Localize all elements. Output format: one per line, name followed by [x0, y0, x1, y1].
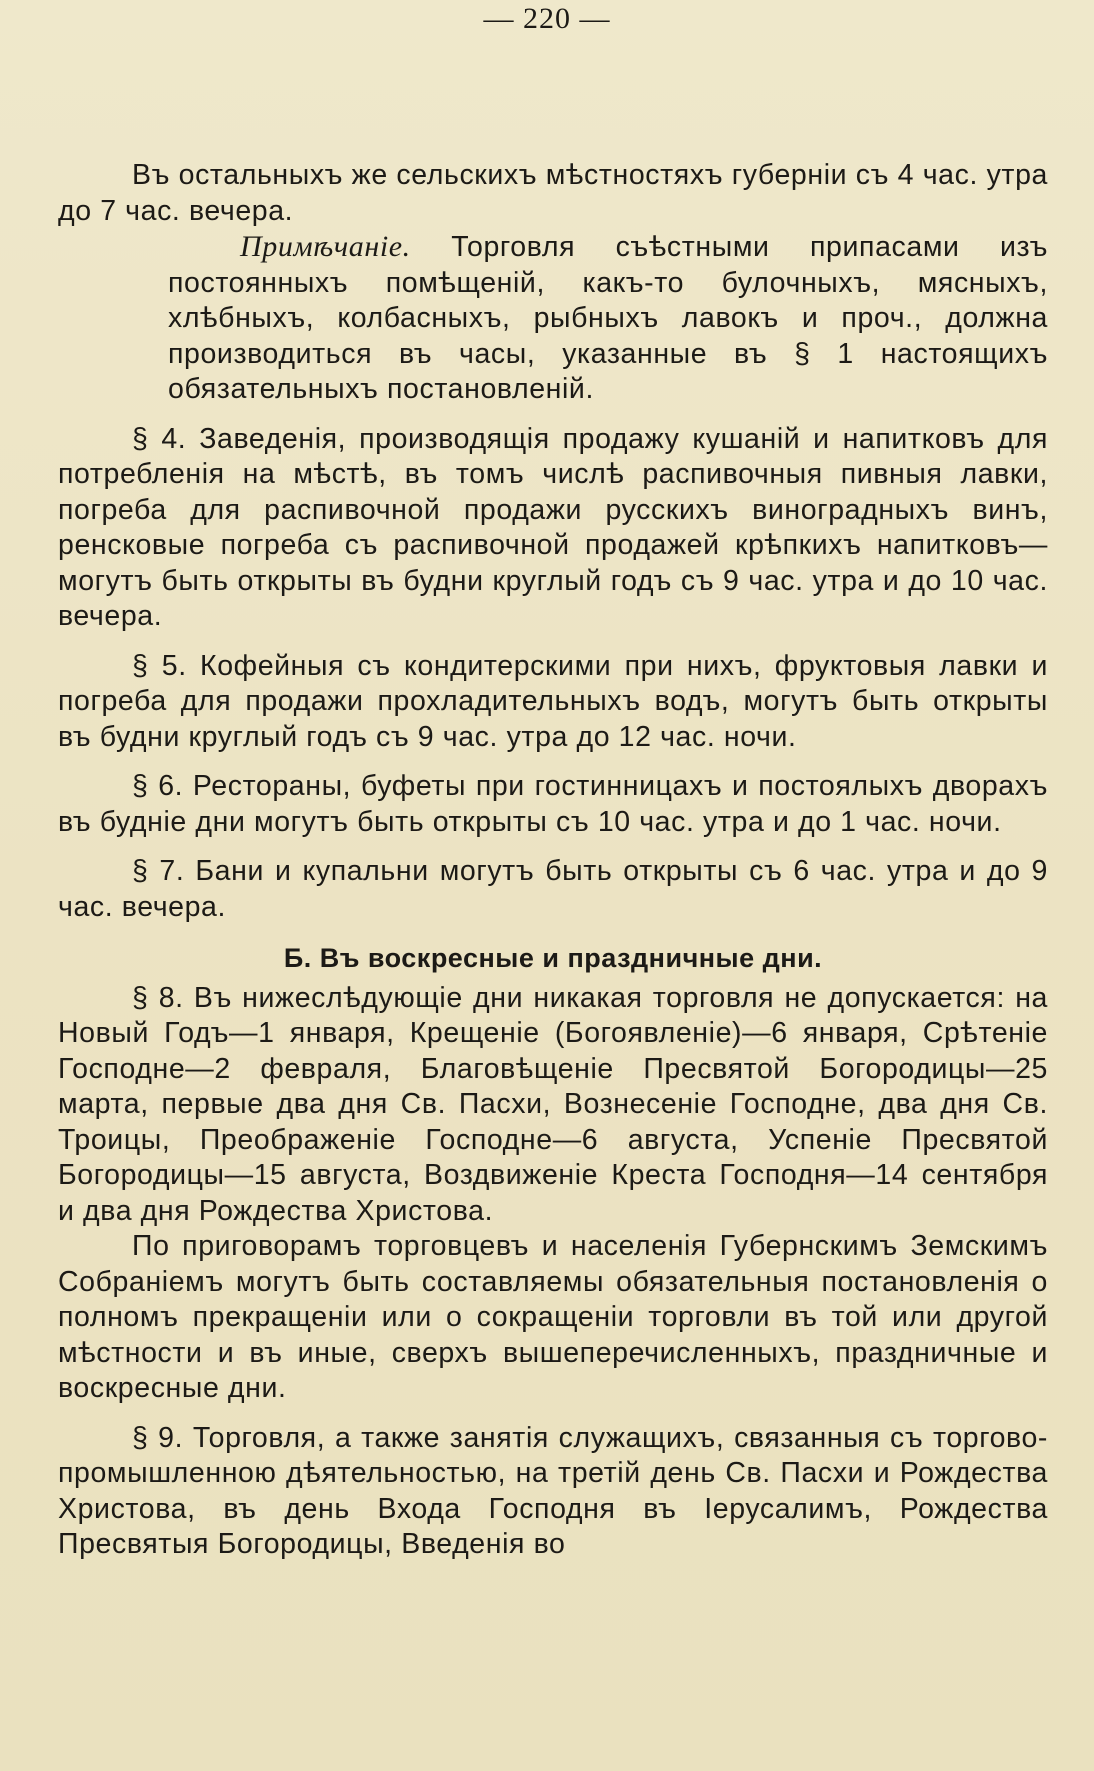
section-9: § 9. Торговля, а также занятія служащихъ, связанныя съ торгово-промышленною дѣятельностью, на третій день Св. Пасхи и Рождества Христова, въ день Входа Господня въ Іерусалимъ, Рождества Пресвятыя Богородицы, Введенія во — [58, 1421, 1048, 1560]
section-6: § 6. Рестораны, буфеты при гостинницахъ и постоялыхъ дворахъ въ будніе дни могутъ быть открыты съ 10 час. утра и до 1 час. ночи. — [58, 770, 1048, 838]
section-7: § 7. Бани и купальни могутъ быть открыты съ 6 час. утра и до 9 час. вечера. — [58, 855, 1048, 923]
continuation-paragraph: Въ остальныхъ же сельскихъ мѣстностяхъ губерніи съ 4 час. утра до 7 час. вечера. — [58, 159, 1048, 227]
section-8-continuation: По приговорамъ торговцевъ и населенія Губернскимъ Земскимъ Собраніемъ могутъ быть составляемы обязательныя постановленія о полномъ прекращеніи или о сокращеніи торговли въ той или другой мѣстности и въ иные, сверхъ вышеперечисленныхъ, праздничные и воскресные дни. — [58, 1230, 1048, 1404]
note-label: Примѣчаніе. — [240, 230, 411, 263]
note-text: Торговля съѣстными припасами изъ постоянныхъ помѣщеній, какъ-то булочныхъ, мясныхъ, хлѣбныхъ, колбасныхъ, рыбныхъ лавокъ и проч., должна производиться въ часы, указанные въ § 1 настоящихъ обязательныхъ постановленій. — [168, 231, 1048, 405]
section-heading-b: Б. Въ воскресные и праздничные дни. — [283, 943, 823, 973]
note-paragraph — [58, 229, 1048, 408]
page-number: — 220 — — [483, 2, 611, 35]
section-8: § 8. Въ нижеслѣдующіе дни никакая торговля не допускается: на Новый Годъ—1 января, Крещеніе (Богоявленіе)—6 января, Срѣтеніе Господне—2 февраля, Благовѣщеніе Пресвятой Богородицы—25 марта, первые два дня Св. Пасхи, Вознесеніе Господне, два дня Св. Троицы, Преображеніе Господне—6 августа, Успеніе Пресвятой Богородицы—15 августа, Воздвиженіе Креста Господня—14 сентября и два дня Рождества Христова. — [58, 981, 1048, 1227]
section-5: § 5. Кофейныя съ кондитерскими при нихъ, фруктовыя лавки и погреба для продажи прохладительныхъ водъ, могутъ быть открыты въ будни круглый годъ съ 9 час. утра до 12 час. ночи. — [58, 649, 1048, 753]
section-4: § 4. Заведенія, производящія продажу кушаній и напитковъ для потребленія на мѣстѣ, въ томъ числѣ распивочныя пивныя лавки, погреба для распивочной продажи русскихъ виноградныхъ винъ, ренсковые погреба съ распивочной продажей крѣпкихъ напитковъ—могутъ быть открыты въ будни круглый годъ съ 9 час. утра и до 10 час. вечера. — [58, 422, 1048, 632]
page-body — [58, 158, 1048, 1563]
